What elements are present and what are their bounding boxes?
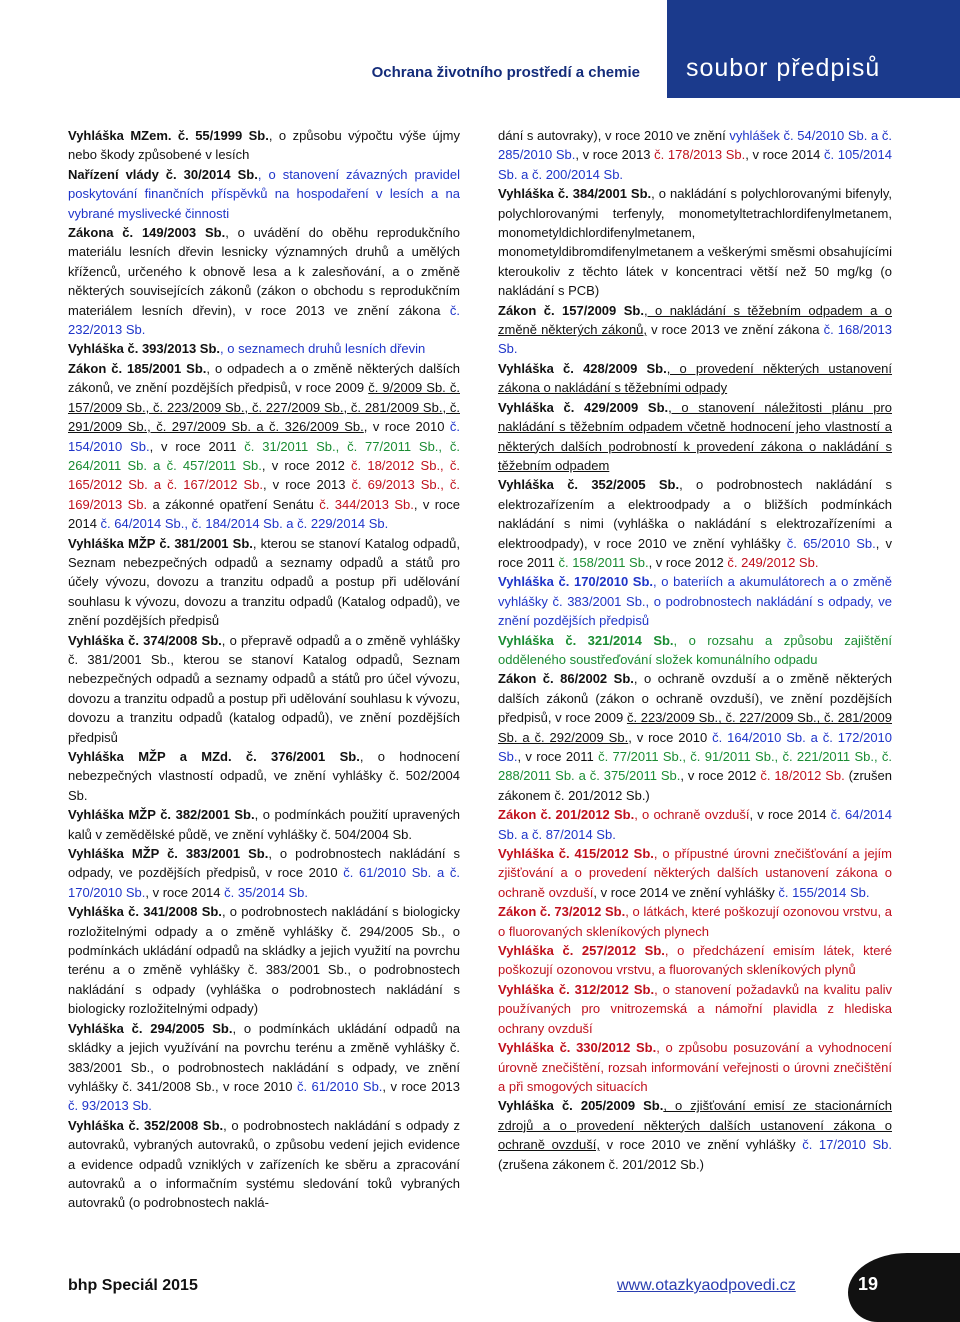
regulation-text: , o způsobu posuzování a vyhodnocení úrovně znečištění, rozsah informování veřejnosti o úrovni znečištění a při smogových situacích [498, 1040, 892, 1094]
regulation-text: , o nakládání s těžebním odpadem a o změně některých zákonů, [498, 302, 892, 338]
regulation-title: č. 64/2014 Sb. a č. 87/2014 Sb. [498, 807, 892, 842]
regulation-title: Zákon č. 73/2012 Sb. [498, 904, 626, 920]
regulation-text: a zákonné opatření Senátu [147, 496, 320, 512]
regulation-text: , v roce 2014 [749, 807, 831, 823]
regulation-text: č. 31/2011 Sb., č. 77/2011 Sb., č. 264/2011 Sb. a č. 457/2011 Sb. [68, 438, 460, 473]
magazine-name: bhp Speciál 2015 [68, 1277, 198, 1294]
regulation-entry [68, 631, 460, 747]
regulation-entry [498, 1038, 892, 1096]
regulation-entry [68, 126, 460, 165]
regulation-title: č. 105/2014 Sb. a č. 200/2014 Sb. [498, 147, 892, 182]
regulation-entry [68, 747, 460, 805]
regulation-text: , o podrobnostech nakládání s biologicky rozložitelnými odpady a o změně vyhlášky č. 294/2005 Sb., o podmínkách ukládání odpadů na skládky a jejich využití na povrchu terénu a o změně vyhlášky č. 383/2001 Sb., o podrobnostech nakládání s odpady (vyhláška o podrobnostech nakládání s biologicky rozložitelnými odpady) [68, 904, 460, 1017]
regulation-title: č. 61/2010 Sb. [296, 1078, 383, 1094]
regulation-text: , o přípustné úrovni znečišťování a jejím zjišťování a o provedení některých dalších ustanovení zákona o ochraně ovzduší [498, 846, 893, 900]
regulation-title: č. 64/2014 Sb., č. 184/2014 Sb. a č. 229/2014 Sb. [100, 516, 389, 532]
regulation-text: , v roce 2010 [628, 729, 713, 745]
regulation-title: č. 35/2014 Sb. [224, 884, 308, 900]
header-bar [667, 0, 960, 98]
regulation-title: Vyhláška č. 352/2008 Sb. [68, 1117, 224, 1133]
regulation-title: č. 164/2010 Sb. a č. 172/2010 Sb. [498, 729, 893, 764]
regulation-title: Vyhláška č. 352/2005 Sb. [498, 477, 680, 493]
regulation-text: , v roce 2011 [149, 438, 245, 454]
regulation-text: , v roce 2011 [498, 535, 893, 570]
regulation-entry [498, 572, 892, 630]
regulation-entry [68, 1116, 460, 1213]
regulation-text: , o ochraně ovzduší [634, 807, 750, 823]
regulation-text: , o rozsahu a způsobu zajištění odděleného soustřeďování složek komunálního odpadu [498, 632, 892, 667]
regulation-text: (zrušen zákonem č. 201/2012 Sb.) [498, 768, 892, 803]
regulation-entry [68, 534, 460, 631]
regulation-text: č. 223/2009 Sb., č. 227/2009 Sb., č. 281/2009 Sb. a č. 292/2009 Sb. [498, 710, 892, 745]
regulation-entry [498, 631, 892, 670]
regulation-text: č. 178/2013 Sb. [654, 147, 746, 163]
regulation-text: č. 9/2009 Sb. č. 157/2009 Sb., č. 223/2009 Sb., č. 227/2009 Sb., č. 281/2009 Sb., č. 291/2009 Sb., č. 297/2009 Sb. a č. 326/2009 Sb. [68, 380, 460, 435]
regulation-title: Vyhláška č. 428/2009 Sb. [498, 360, 667, 376]
regulation-title: Zákona č. 149/2003 Sb. [68, 225, 226, 241]
regulation-text: , v roce 2014 ve znění vyhlášky [593, 884, 779, 900]
regulation-entry [68, 844, 460, 902]
regulation-entry [498, 669, 892, 805]
regulation-entry [498, 301, 892, 359]
regulation-entry [498, 359, 892, 398]
regulation-entry [68, 223, 460, 339]
regulation-title: č. 65/2010 Sb. [786, 535, 876, 551]
regulation-title: Zákon č. 201/2012 Sb. [498, 807, 635, 823]
regulation-text: (zrušena zákonem č. 201/2012 Sb.) [498, 1156, 704, 1172]
regulation-text: č. 69/2013 Sb., č. 169/2013 Sb. [68, 477, 460, 512]
regulation-title: č. 232/2013 Sb. [68, 302, 460, 338]
regulation-text: č. 18/2012 Sb., č. 165/2012 Sb. a č. 167/2012 Sb. [68, 457, 460, 493]
regulation-entry [498, 184, 892, 300]
regulation-title: Vyhláška MŽP č. 383/2001 Sb. [68, 846, 269, 862]
regulation-title: č. 93/2013 Sb. [68, 1098, 152, 1114]
regulation-text: , o podrobnostech nakládání s elektrozařízením a elektroodpady a o bližších podmínkách nakládání s nimi (vyhláška o nakládání s elektrozařízeními a elektroodpady), v roce 2010 ve znění vyhlášky [498, 477, 892, 551]
regulation-title: Vyhláška č. 330/2012 Sb. [498, 1040, 657, 1056]
regulation-text: , o podrobnostech nakládání s odpady z autovraků, vybraných autovraků, o způsobu vedení jejich evidence a evidence odpadů vzniklých v zařízeních ke sběru a zpracování autovraků a o informačním systému sledování toků vybraných autovraků (o podrobnostech naklá- [68, 1117, 460, 1211]
regulation-title: Vyhláška č. 393/2013 Sb. [68, 341, 221, 357]
regulation-text: č. 77/2011 Sb., č. 91/2011 Sb., č. 221/2011 Sb., č. 288/2011 Sb. a č. 375/2011 Sb. [498, 749, 892, 784]
regulation-text: dání s autovraky), v roce 2010 ve znění [498, 128, 730, 143]
regulation-title: Zákon č. 157/2009 Sb. [498, 302, 644, 318]
regulation-text: , o uvádění do oběhu reprodukčního materiálu lesních dřevin lesnicky významných druhů a umělých kříženců, určeného k obnově lesa a k zalesňování, a o změně některých souvisejících zákonů (zákon o obchodu s reprodukčním materiálem lesních dřevin), v roce 2013 ve znění zákona [68, 225, 460, 318]
regulation-text: , o odpadech a o změně některých dalších zákonů, ve znění pozdějších předpisů, v roce 2009 [68, 360, 461, 396]
regulation-title: Vyhláška č. 429/2009 Sb. [498, 399, 669, 415]
regulation-text: , v roce 2012 [261, 457, 352, 473]
regulation-entry [498, 126, 892, 184]
regulation-text: , v roce 2014 [145, 884, 225, 900]
regulation-text: , o podmínkách ukládání odpadů na skládky a jejich využívání na povrchu terénu a změně vyhlášky č. 383/2001 Sb., o podrobnostech nakládání s odpady, ve znění vyhlášky č. 341/2008 Sb., v roce 2010 [68, 1020, 461, 1094]
regulation-text: , v roce 2011 [517, 749, 599, 764]
regulation-text: č. 249/2012 Sb. [727, 554, 819, 570]
regulation-entry [68, 359, 460, 534]
page-number: 19 [858, 1274, 879, 1294]
regulation-title: Vyhláška MZem. č. 55/1999 Sb. [68, 128, 269, 143]
regulation-entry [68, 1019, 460, 1116]
regulation-text: č. 158/2011 Sb. [558, 554, 649, 570]
regulation-title: č. 154/2010 Sb. [68, 419, 460, 454]
regulation-title: Vyhláška MŽP a MZd. č. 376/2001 Sb. [68, 749, 360, 764]
regulation-text: , v roce 2010 [363, 419, 450, 435]
regulation-entry [498, 941, 892, 980]
regulation-text: , o nakládání s polychlorovanými bifenyly, polychlorovanými terfenyly, monometyltetrachlordifenylmetanem, monometyldichlordifenylmetanem, monometyldibromdifenylmetanem a veškerými směsmi obsahujícími kteroukoliv z těchto látek v koncentraci větší než 50 mg/kg (o nakládání s PCB) [498, 186, 892, 299]
regulation-entry [68, 339, 460, 358]
regulation-text: č. 18/2012 Sb. [760, 768, 845, 784]
regulation-entry [498, 980, 892, 1038]
regulation-entry [68, 805, 460, 844]
regulation-text: , o provedení některých ustanovení zákona o nakládání s těžebními odpady [498, 360, 893, 396]
regulation-title: č. 155/2014 Sb. [778, 884, 870, 900]
regulation-title: Vyhláška č. 374/2008 Sb. [68, 632, 222, 648]
header-white-area [0, 0, 667, 98]
regulation-title: Vyhláška č. 341/2008 Sb. [68, 904, 222, 920]
regulation-text: , o způsobu výpočtu výše újmy nebo škody způsobené v lesích [68, 128, 460, 163]
regulation-text: , o podmínkách použití upravených kalů v zemědělské půdě, ve znění vyhlášky č. 504/2004 Sb. [68, 807, 460, 842]
regulation-title: Vyhláška č. 384/2001 Sb. [498, 186, 652, 202]
left-column [68, 126, 460, 1213]
regulation-text: , kterou se stanoví Katalog odpadů, Seznam nebezpečných odpadů a seznamy odpadů a států pro účely vývozu, dovozu a tranzitu odpadů a postup při udělování souhlasu k vývozu, dovozu a tranzitu odpadů (Katalog odpadů), ve znění pozdějších předpisů [68, 535, 460, 629]
regulation-text: , o přepravě odpadů a o změně vyhlášky č. 381/2001 Sb., kterou se stanoví Katalog odpadů, Seznam nebezpečných odpadů a seznamy odpadů a států pro účel vývozu, dovozu a tranzitu odpadů a postup při udělování souhlasu k vývozu, dovozu a tranzitu odpadů (katalog odpadů), ve znění pozdějších předpisů [68, 632, 461, 745]
section-title: Ochrana životního prostředí a chemie [371, 64, 640, 81]
regulation-entry [68, 165, 460, 223]
regulation-entry [498, 398, 892, 476]
regulation-title: , o stanovení závazných pravidel poskytování finančních příspěvků na hospodaření v lesích a na vybrané myslivecké činnosti [68, 166, 460, 221]
regulation-title: Vyhláška č. 294/2005 Sb. [68, 1020, 233, 1036]
regulation-title: vyhlášek č. 54/2010 Sb. a č. 285/2010 Sb. [498, 128, 892, 163]
regulation-text: , v roce 2014 [745, 147, 825, 163]
regulation-text: , o látkách, které poškozují ozonovou vrstvu, a o fluorovaných skleníkových plynech [498, 904, 892, 939]
regulation-text: v roce 2013 ve znění zákona [647, 322, 824, 338]
regulation-title: Vyhláška č. 415/2012 Sb. [498, 846, 654, 862]
regulation-text: , o předcházení emisím látek, které poškozují ozonovou vrstvu, a fluorovaných skleníkových plynů [498, 943, 892, 978]
regulation-title: Vyhláška č. 312/2012 Sb. [498, 981, 655, 997]
regulation-entry [68, 902, 460, 1018]
regulation-title: č. 17/2010 Sb. [802, 1137, 892, 1153]
regulation-title: , o seznamech druhů lesních dřevin [220, 341, 426, 357]
regulation-text: , v roce 2013 [382, 1078, 461, 1094]
regulation-title: Vyhláška MŽP č. 381/2001 Sb. [68, 535, 253, 551]
regulation-entry [498, 844, 892, 902]
regulation-title: Vyhláška č. 170/2010 Sb. [498, 574, 654, 590]
regulation-text: , o podrobnostech nakládání s odpady, ve pozdějších předpisů, v roce 2010 [68, 846, 460, 881]
regulation-title: Vyhláška č. 321/2014 Sb. [498, 632, 674, 648]
regulation-title: , o bateriích a akumulátorech a o změně vyhlášky č. 383/2001 Sb., o podrobnostech nakládání s odpady, ve znění pozdějších předpisů [498, 574, 893, 629]
regulation-text: , v roce 2012 [648, 554, 728, 570]
regulation-text: , o stanovení náležitosti plánu pro nakládání s těžebním odpadem včetně hodnocení jeho vlastností a některých dalších podrobností k provedení zákona o nakládání s těžebním odpadem [498, 399, 892, 473]
regulation-title: Nařízení vlády č. 30/2014 Sb. [68, 166, 258, 182]
regulation-text: č. 344/2013 Sb. [319, 496, 414, 512]
regulation-text: , o stanovení požadavků na kvalitu paliv používaných pro vnitrozemská a námořní plavidla z hlediska ochrany ovzduší [498, 981, 893, 1036]
regulation-title: Vyhláška č. 205/2009 Sb. [498, 1098, 664, 1114]
regulation-text: , v roce 2012 [680, 768, 761, 784]
regulation-text: , o ochraně ovzduší a o změně některých dalších zákonů (zákon o ochraně ovzduší), ve znění pozdějších předpisů, v roce 2009 [498, 671, 892, 726]
regulation-text: , o hodnocení nebezpečných vlastností odpadů, ve znění vyhlášky č. 502/2004 Sb. [68, 749, 460, 803]
regulation-entry [498, 902, 892, 941]
regulation-text: v roce 2010 ve znění vyhlášky [599, 1137, 803, 1153]
series-title: soubor předpisů [686, 54, 881, 82]
right-column [498, 126, 892, 1174]
regulation-title: Vyhláška č. 257/2012 Sb. [498, 943, 665, 959]
regulation-entry [498, 805, 892, 844]
regulation-text: , v roce 2014 [68, 496, 460, 532]
regulation-title: Zákon č. 86/2002 Sb. [498, 671, 634, 687]
regulation-entry [498, 475, 892, 572]
regulation-text: , v roce 2013 [263, 477, 352, 493]
regulation-title: Vyhláška MŽP č. 382/2001 Sb. [68, 807, 255, 823]
regulation-title: č. 168/2013 Sb. [498, 322, 892, 357]
regulation-entry [498, 1096, 892, 1174]
website-link[interactable]: www.otazkyaodpovedi.cz [617, 1277, 796, 1294]
regulation-title: č. 61/2010 Sb. a č. 170/2010 Sb. [68, 865, 460, 900]
regulation-text: , v roce 2013 [575, 147, 655, 163]
regulation-title: Zákon č. 185/2001 Sb. [68, 360, 207, 376]
regulation-text: , o zjišťování emisí ze stacionárních zdrojů a o provedení některých dalších ustanovení zákona o ochraně ovzduší, [498, 1098, 893, 1153]
